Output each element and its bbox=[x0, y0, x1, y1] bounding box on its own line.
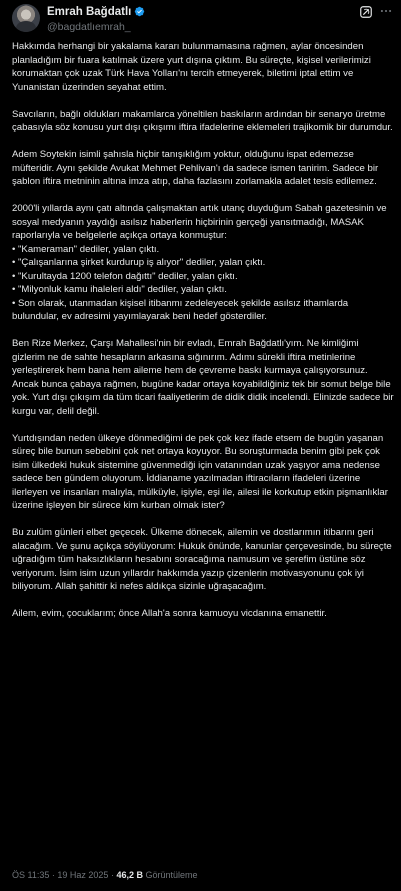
tweet-text bbox=[12, 40, 394, 634]
more-icon[interactable] bbox=[379, 4, 393, 18]
meta-separator: · bbox=[51, 870, 55, 880]
paragraph-4 bbox=[12, 202, 394, 324]
views-label: Görüntüleme bbox=[145, 870, 198, 880]
bullet-item: • Son olarak, utanmadan kişisel itibanmı zedeleyecek şekilde asılsız ithamlarda bulundular, ev adresimi yayımlayarak beni hedef gösterdiler. bbox=[12, 297, 349, 322]
paragraph-4-intro: 2000'li yıllarda aynı çatı altında çalışmaktan artık utanç duyduğum Sabah gazetesinin ve sosyal medyanın yaydığı asılsız haberlerin hiçbirinin gerçeği yansıtmadığı, MASAK raporlarıyla ve belgelerle açıkça ortaya konmuştur: bbox=[12, 203, 387, 241]
post-time[interactable]: ÖS 11:35 bbox=[12, 870, 50, 880]
paragraph-5: Ben Rize Merkez, Çarşı Mahallesi'nin bir evladı, Emrah Bağdatlı'yım. Ne kimliğimi gizlerim ne de sahte hesapların arkasına sığınırım. Adımı sürekli iftira metinlerine yerleştirerek hem bana hem aileme hem de çevreme baskı kurmaya çalışıyorsunuz. Ancak bunca çabaya rağmen, bugüne kadar ortaya koyabildiğiniz tek bir somut belge bile yok. Yurt dışı çıkışım da tüm ticari faaliyetlerim de didik didik incelendi. Elinizde sadece bir kurgu var, delil değil. bbox=[12, 338, 394, 417]
bullet-item: • "Milyonluk kamu ihaleleri aldı" dediler, yalan çıktı. bbox=[12, 284, 227, 295]
meta-separator: · bbox=[110, 870, 114, 880]
bullet-item: • "Kameraman" dediler, yalan çıktı. bbox=[12, 243, 160, 255]
author-block[interactable] bbox=[47, 4, 145, 33]
grok-icon[interactable] bbox=[359, 5, 373, 19]
tweet-meta bbox=[12, 870, 198, 880]
author-handle[interactable]: @bagdatlıemrah_ bbox=[47, 21, 131, 33]
paragraph-6: Yurtdışından neden ülkeye dönmediğimi de pek çok kez ifade etsem de bugün yaşanan süreç bile bunun sebebini çok net ortaya koyuyor. Bu soruşturmada benim gibi pek çok isim ülkedeki hukuk sistemine güvenmediği için vatanından uzak yaşıyor ama nedense sadece ben gündem oluyorum. İddianame yazılmadan iftiracıların ifadeleri üzerine ilerleyen ve insanları malıyla, mülküyle, işiyle, eşi ile, ailesi ile korkutup etkin pişmanlıklar üzerine işleyen bir sürece kim kurban olmak ister? bbox=[12, 432, 388, 511]
author-name-row bbox=[47, 4, 145, 19]
paragraph-3: Adem Soytekin isimli şahısla hiçbir tanışıklığım yoktur, olduğunu ispat edemezse müfteridir. Aynı şekilde Avukat Mehmet Pehlivan'ı da sadece ismen tanirim. Sadece bir şablon iftira metninin altına imza atıp, daha fazlasını zorlamakla adalet tesis edilemez. bbox=[12, 149, 379, 187]
post-date[interactable]: 19 Haz 2025 bbox=[57, 870, 109, 880]
bullet-item: • "Kurultayda 1200 telefon dağıttı" dediler, yalan çıktı. bbox=[12, 270, 238, 282]
paragraph-1: Hakkımda herhangi bir yakalama kararı bulunmamasına rağmen, aylar öncesinden planladığım bir fuara katılmak üzere yurt dışına çıktım. Bu süreçte, kişisel verilerimizi korumaktan çok uzak Türk Hava Yolları'nı tercih etmeyerek, biletimi iptal ettim ve Yunanistan üzerinden seyahat ettim. bbox=[12, 41, 371, 93]
paragraph-2: Savcıların, bağlı oldukları makamlarca yöneltilen baskıların ardından bir senaryo üretme çabasıyla söz konusu yurt dışı çıkışımı iftira ifadelerine eklemeleri trajikomik bir durumdur. bbox=[12, 108, 393, 133]
bullet-item: • "Çalışanlarına şirket kurdurup iş alıyor" dediler, yalan çıktı. bbox=[12, 257, 266, 268]
verified-badge-icon bbox=[134, 6, 145, 17]
paragraph-7: Bu zulüm günleri elbet geçecek. Ülkeme dönecek, ailemin ve dostlarımın itibarını geri alacağım. Ve şunu açıkça söylüyorum: Hukuk önünde, kanunlar çerçevesinde, bu süreçte uğradığım tüm haksızlıkların hesabını soracağıma namusum ve şerefim üstüne söz veriyorum. İsim isim uzun yıllardır hakkımda yazıp çizenlerin motivasyonunu çok iyi biliyorum. Allah şahittir ki nefes aldıkça sizinle uğraşacağım. bbox=[12, 527, 392, 592]
author-display-name[interactable]: Emrah Bağdatlı bbox=[47, 5, 132, 18]
tweet-header bbox=[0, 0, 401, 40]
views-count: 46,2 B bbox=[116, 870, 143, 880]
paragraph-8: Ailem, evim, çocuklarım; önce Allah'a sonra kamuoyu vicdanına emanettir. bbox=[12, 608, 327, 619]
avatar[interactable] bbox=[12, 4, 40, 32]
